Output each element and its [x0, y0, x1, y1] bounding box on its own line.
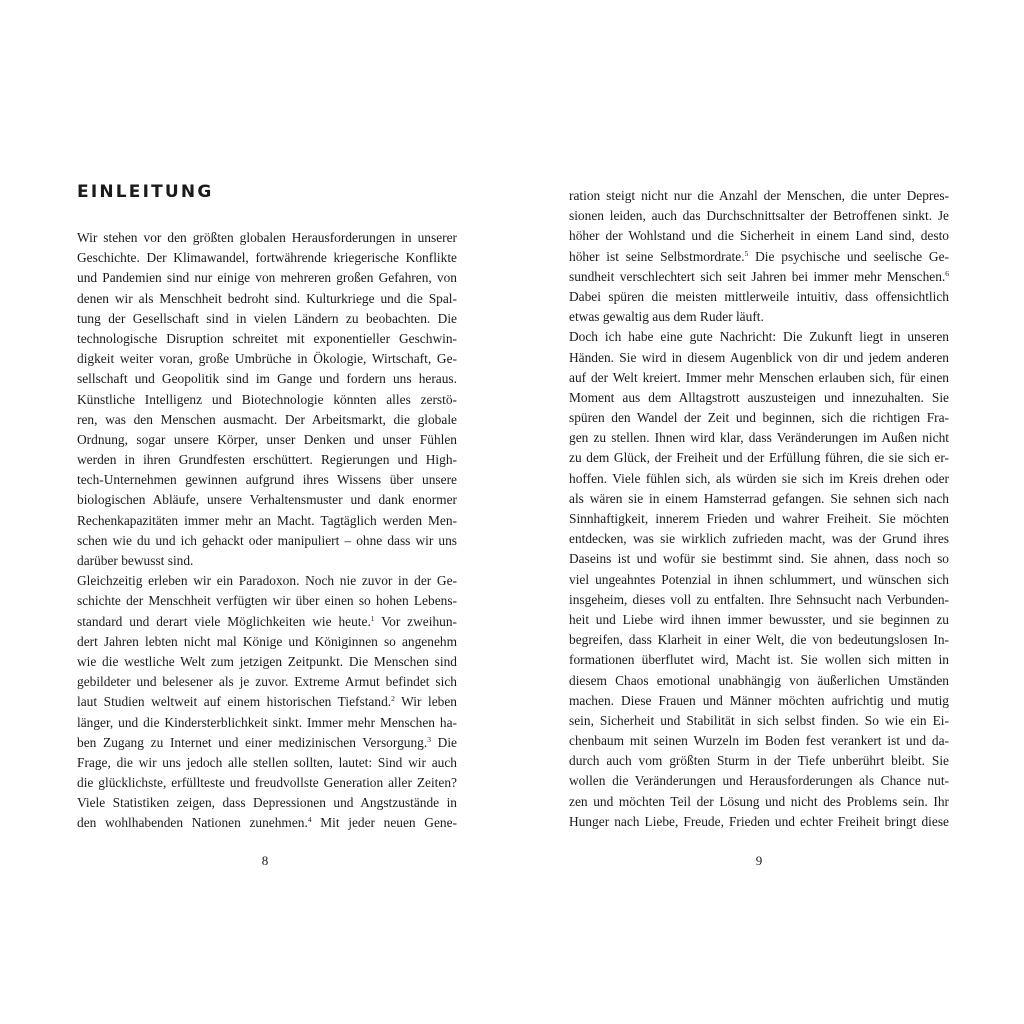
text-line	[569, 630, 949, 650]
text-line	[569, 469, 949, 489]
page-number-left: 8	[261, 853, 269, 868]
text-line	[569, 570, 949, 590]
text-line	[569, 792, 949, 812]
text-line	[569, 267, 949, 287]
text-line	[77, 713, 457, 733]
text-line	[569, 186, 949, 206]
text-line	[569, 368, 949, 388]
text-line-content: darüber bewusst sind.	[77, 553, 194, 568]
text-line	[77, 612, 457, 632]
text-line-content: gen zu stellen. Ihnen wird klar, dass Veränderungen im Außen nicht	[569, 430, 949, 446]
text-line-content: sellschaft und Geopolitik sind im Gange und fordern uns heraus.	[77, 371, 457, 387]
text-line-content: Gleichzeitig erleben wir ein Paradoxon. Noch nie zuvor in der Ge-	[77, 573, 457, 589]
footnote-marker: 4	[307, 815, 312, 825]
text-line	[77, 793, 457, 813]
text-line-content: standard und derart viele Möglichkeiten wie heute.	[77, 613, 371, 629]
text-line-content: heit und Liebe wird ihnen immer bewusster, und sie beginnen zu	[569, 611, 949, 627]
text-line	[77, 531, 457, 551]
text-line-content: höher ist seine Selbstmordrate.	[569, 248, 745, 264]
text-line	[77, 289, 457, 309]
text-line-content: viel ungeahntes Potenzial in ihnen schlummert, und wünschen sich	[569, 571, 949, 587]
text-line-content: höher der Wohlstand und die Sicherheit in einem Land sind, desto	[569, 228, 949, 244]
text-line	[77, 228, 457, 248]
text-line-content: den wohlhabenden Nationen zunehmen.	[77, 815, 308, 831]
text-line-content: sundheit verschlechtert sich seit Jahren bei immer mehr Menschen.	[569, 268, 946, 284]
text-line	[77, 490, 457, 510]
text-line-content: chenbaum mit seinen Wurzeln im Boden fest verankert ist und da-	[569, 733, 949, 749]
text-line	[569, 610, 949, 630]
text-line	[77, 813, 457, 833]
text-line	[77, 773, 457, 793]
text-line	[77, 511, 457, 531]
text-line	[569, 226, 949, 246]
text-line-content: als wären sie in einem Hamsterrad gefangen. Sie sehnen sich nach	[569, 490, 949, 506]
text-line-content: tech-Unternehmen gewinnen aufgrund ihres Wissens über unsere	[77, 472, 457, 488]
text-line	[77, 591, 457, 611]
text-line	[569, 388, 949, 408]
text-line-content: länger, und die Kindersterblichkeit sinkt. Immer mehr Menschen ha-	[77, 714, 457, 730]
text-line	[77, 268, 457, 288]
text-line-content: zen und möchten Teil der Lösung und nicht des Problems sein. Ihr	[569, 793, 949, 809]
text-line	[77, 632, 457, 652]
text-line	[569, 711, 949, 731]
chapter-title: EINLEITUNG	[77, 182, 214, 202]
text-line-content: schen wie du und ich gehackt oder manipuliert – ohne dass wir uns	[77, 532, 457, 548]
text-line	[569, 408, 949, 428]
text-line	[77, 309, 457, 329]
text-line-content: wollen die Veränderungen und Herausforderungen als Chance nut-	[569, 773, 949, 789]
text-line-content: Frage, die wir uns jedoch alle stellen sollten, lautet: Sind wir auch	[77, 754, 457, 770]
text-line	[569, 489, 949, 509]
text-line	[77, 410, 457, 430]
text-line-continuation: Die	[430, 734, 457, 750]
text-line-content: hoffen. Viele fühlen sich, als würden sie sich im Kreis drehen oder	[569, 470, 949, 486]
text-line	[569, 812, 949, 832]
text-line-content: Künstliche Intelligenz und Biotechnologie könnten alles zerstö-	[77, 391, 457, 407]
text-line-content: Moment aus dem Alltagstrott auszusteigen und innezuhalten. Sie	[569, 389, 949, 405]
text-line	[77, 450, 457, 470]
text-line-content: auf der Welt kreiert. Immer mehr Menschen erlauben sich, für einen	[569, 369, 949, 385]
text-line-content: insgeheim, dieses voll zu entfalten. Ihre Sehnsucht nach Verbunden-	[569, 591, 949, 607]
text-line-content: Daseins ist und wofür sie bestimmt sind. Sie ahnen, dass noch so	[569, 551, 949, 567]
text-line-content: denen wir als Menschheit bedroht sind. Kulturkriege und die Spal-	[77, 290, 457, 306]
text-line	[569, 771, 949, 791]
text-line-content: sein, Sicherheit und Stabilität in sich selbst finden. So wie ein Ei-	[569, 712, 949, 728]
text-line	[77, 329, 457, 349]
text-line-content: technologische Disruption schreitet mit exponentieller Geschwin-	[77, 330, 457, 346]
text-line-content: schichte der Menschheit verfügten wir über einen so hohen Lebens-	[77, 593, 457, 609]
text-line-content: Hunger nach Liebe, Freude, Frieden und echter Freiheit bringt diese	[569, 813, 949, 829]
text-line-content: sionen leiden, auch das Durchschnittsalter der Betroffenen sinkt. Je	[569, 208, 949, 224]
text-line-content: etwas gewaltig aus dem Ruder läuft.	[569, 309, 764, 325]
page-number-right: 9	[755, 853, 763, 868]
text-line	[569, 206, 949, 226]
text-line-content: Händen. Sie wird in diesem Augenblick von dir und jedem anderen	[569, 349, 949, 365]
text-line	[77, 248, 457, 268]
left-page-body	[77, 228, 457, 834]
text-line	[77, 349, 457, 369]
text-line	[569, 287, 949, 307]
text-line-content: und Pandemien sind nur einige von mehreren großen Gefahren, von	[77, 270, 457, 286]
text-line	[569, 529, 949, 549]
text-line-content: dert Jahren lebten nicht mal Könige und Königinnen so angenehm	[77, 633, 457, 649]
footnote-marker: 3	[427, 734, 431, 744]
footnote-marker: 6	[945, 268, 949, 278]
text-line-content: begreifen, dass Klarheit in einer Welt, die von bedeutungslosen In-	[569, 632, 949, 648]
text-line	[569, 590, 949, 610]
text-line-content: Geschichte. Der Klimawandel, fortwährende kriegerische Konflikte	[77, 250, 457, 266]
text-line-content: diesem Chaos emotional unabhängig von äußerlichen Umständen	[569, 672, 949, 688]
text-line	[77, 733, 457, 753]
text-line	[77, 551, 457, 571]
text-line	[569, 549, 949, 569]
text-line-content: laut Studien weltweit auf einem historischen Tiefstand.	[77, 694, 392, 710]
text-line-content: biologischen Abläufe, unsere Verhaltensmuster und dank enormer	[77, 492, 457, 508]
text-line-content: zu dem Glück, der Freiheit und der Erfüllung führen, die sie sich er-	[569, 450, 949, 466]
text-line	[77, 753, 457, 773]
text-line	[77, 672, 457, 692]
text-line-continuation: Die psychische und seelische Ge-	[748, 248, 949, 264]
text-line-content: Rechenkapazitäten immer mehr an Macht. Tagtäglich werden Men-	[77, 512, 457, 528]
right-page	[512, 0, 1024, 1024]
text-line-content: tung der Gesellschaft sind in vielen Ländern zu beobachten. Die	[77, 310, 457, 326]
text-line	[77, 692, 457, 712]
footnote-marker: 1	[370, 613, 375, 623]
text-line-content: gebildeter und belesener als je zuvor. Extreme Armut befindet sich	[77, 674, 457, 690]
footnote-marker: 5	[744, 248, 749, 258]
text-line-continuation: Wir leben	[394, 694, 458, 710]
text-line	[569, 307, 949, 327]
text-line	[569, 348, 949, 368]
text-line-content: Dabei spüren die meisten mittlerweile intuitiv, dass offensichtlich	[569, 288, 949, 304]
text-line-content: formationen überflutet wird, Macht ist. Sie wollen sich mitten in	[569, 652, 949, 668]
text-line-content: ren, was den Menschen ausmacht. Der Arbeitsmarkt, die globale	[77, 411, 457, 427]
text-line-content: Doch ich habe eine gute Nachricht: Die Zukunft liegt in unseren	[569, 329, 949, 345]
text-line-content: entdecken, was sie wirklich zufrieden macht, was der Grund ihres	[569, 531, 949, 547]
text-line	[569, 671, 949, 691]
text-line	[77, 571, 457, 591]
text-line	[569, 751, 949, 771]
text-line-content: Wir stehen vor den größten globalen Herausforderungen in unserer	[77, 230, 457, 245]
text-line	[77, 652, 457, 672]
text-line-content: durch auch vom größten Sturm in der Tiefe unberührt bleibt. Sie	[569, 753, 949, 769]
text-line	[569, 247, 949, 267]
text-line	[77, 390, 457, 410]
right-page-body	[569, 186, 949, 832]
text-line	[569, 448, 949, 468]
text-line-content: werden in ihren Grundfesten erschüttert. Regierungen und High-	[77, 452, 457, 468]
text-line-content: spüren den Wandel der Zeit und beginnen, sich die richtigen Fra-	[569, 410, 949, 426]
text-line	[77, 369, 457, 389]
text-line-content: ration steigt nicht nur die Anzahl der Menschen, die unter Depres-	[569, 188, 949, 203]
text-line	[77, 470, 457, 490]
text-line-content: digkeit weiter voran, große Umbrüche in Ökologie, Wirtschaft, Ge-	[77, 351, 457, 367]
text-line	[77, 430, 457, 450]
text-line-continuation: Vor zweihun-	[374, 613, 457, 629]
text-line	[569, 650, 949, 670]
text-line-content: wie die westliche Welt zum jetzigen Zeitpunkt. Die Menschen sind	[77, 653, 457, 669]
text-line-content: Ordnung, sogar unsere Körper, unser Denken und unser Fühlen	[77, 431, 457, 447]
text-line	[569, 509, 949, 529]
text-line	[569, 731, 949, 751]
text-line-content: machen. Diese Frauen und Männer möchten aufrichtig und mutig	[569, 692, 949, 708]
text-line-content: Sinnhaftigkeit, innerem Frieden und wahrer Freiheit. Sie möchten	[569, 511, 949, 526]
text-line	[569, 691, 949, 711]
text-line-continuation: Mit jeder neuen Gene-	[311, 815, 457, 831]
text-line	[569, 428, 949, 448]
text-line-content: die glücklichste, erfüllteste und freudvollste Generation aller Zeiten?	[77, 775, 457, 791]
text-line-content: ben Zugang zu Internet und einer medizinischen Versorgung.	[77, 734, 428, 750]
footnote-marker: 2	[391, 694, 395, 704]
text-line-content: Viele Statistiken zeigen, dass Depressionen und Angstzustände in	[77, 795, 457, 811]
text-line	[569, 327, 949, 347]
